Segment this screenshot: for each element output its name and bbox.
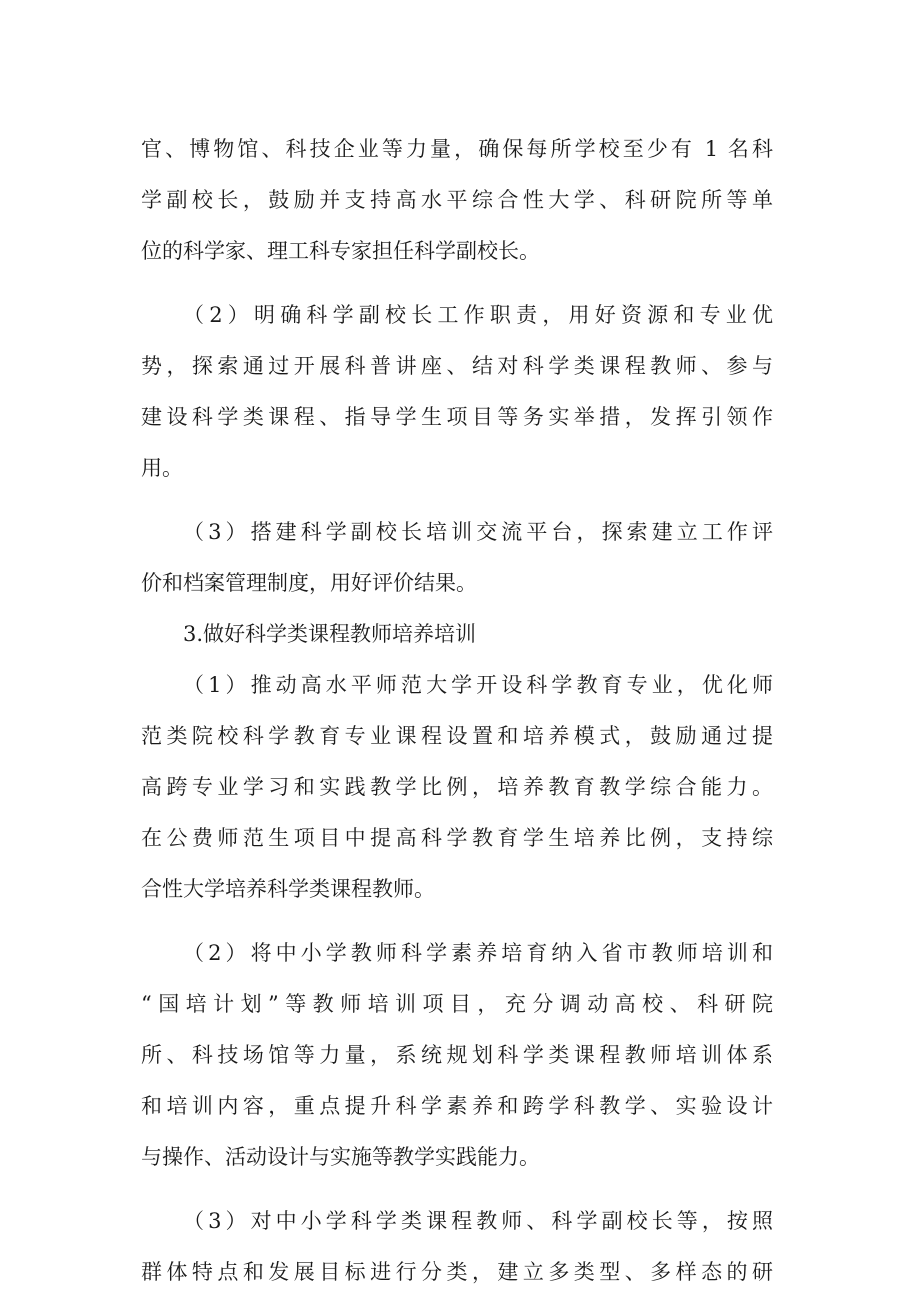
text-line: 高跨专业学习和实践教学比例，培养教育教学综合能力。	[141, 775, 773, 799]
text-line: 建设科学类课程、指导学生项目等务实举措，发挥引领作	[141, 405, 773, 429]
text-line: 位的科学家、理工科专家担任科学副校长。	[141, 239, 540, 263]
text-line: （3）搭建科学副校长培训交流平台，探索建立工作评	[183, 520, 773, 544]
text-line: （2）将中小学教师科学素养培育纳入省市教师培训和	[183, 941, 773, 965]
text-line: 学副校长，鼓励并支持高水平综合性大学、科研院所等单	[141, 188, 773, 212]
text-line: （3）对中小学科学类课程教师、科学副校长等，按照	[183, 1209, 773, 1233]
text-line: 用。	[141, 456, 183, 480]
text-line: （1）推动高水平师范大学开设科学教育专业，优化师	[183, 673, 773, 697]
text-line: “国培计划”等教师培训项目，充分调动高校、科研院	[141, 992, 773, 1016]
text-line: 和培训内容，重点提升科学素养和跨学科教学、实验设计	[141, 1094, 773, 1118]
document-body	[141, 124, 773, 1298]
text-line: 价和档案管理制度，用好评价结果。	[141, 571, 477, 595]
text-line: 势，探索通过开展科普讲座、结对科学类课程教师、参与	[141, 354, 773, 378]
text-line: 与操作、活动设计与实施等教学实践能力。	[141, 1145, 540, 1169]
text-line: 所、科技场馆等力量，系统规划科学类课程教师培训体系	[141, 1043, 773, 1067]
text-line: 群体特点和发展目标进行分类，建立多类型、多样态的研	[141, 1260, 773, 1284]
text-line: 合性大学培养科学类课程教师。	[141, 877, 435, 901]
text-line: 在公费师范生项目中提高科学教育学生培养比例，支持综	[141, 826, 773, 850]
text-line: 官、博物馆、科技企业等力量，确保每所学校至少有 1 名科	[141, 137, 773, 161]
section-heading: 3.做好科学类课程教师培养培训	[183, 622, 477, 646]
text-line: （2）明确科学副校长工作职责，用好资源和专业优	[183, 303, 773, 327]
text-line: 范类院校科学教育专业课程设置和培养模式，鼓励通过提	[141, 724, 773, 748]
